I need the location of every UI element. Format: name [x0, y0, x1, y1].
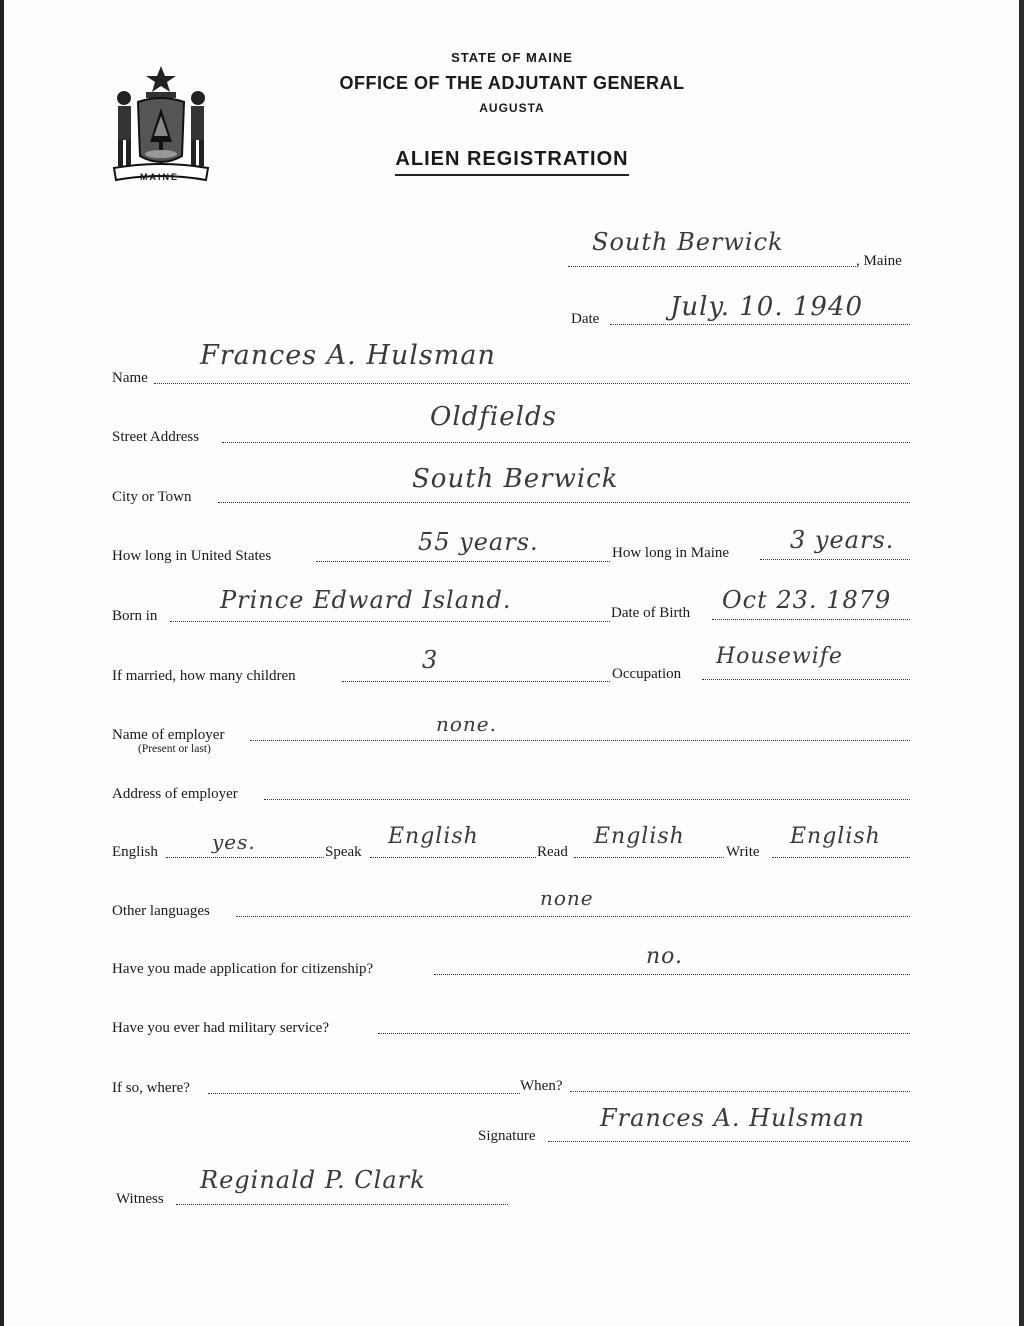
military-line	[378, 1033, 910, 1034]
witness-label: Witness	[116, 1191, 164, 1207]
signature-label: Signature	[478, 1128, 536, 1144]
employer-address-label: Address of employer	[112, 786, 238, 802]
witness-value: Reginald P. Clark	[200, 1166, 426, 1194]
employer-line	[250, 740, 910, 741]
speak-value: English	[388, 824, 479, 849]
where-line	[208, 1093, 520, 1094]
town-line	[568, 266, 856, 267]
employer-label: Name of employer	[112, 727, 225, 743]
name-line	[154, 383, 910, 384]
read-value: English	[594, 824, 685, 849]
dob-line	[712, 619, 910, 620]
children-value: 3	[422, 646, 439, 674]
born-in-value: Prince Edward Island.	[220, 586, 512, 614]
city-value: South Berwick	[412, 464, 619, 494]
military-label: Have you ever had military service?	[112, 1020, 329, 1036]
date-value: July. 10. 1940	[670, 292, 864, 322]
write-value: English	[790, 824, 881, 849]
name-label: Name	[112, 370, 148, 386]
date-line	[610, 324, 910, 325]
signature-value: Frances A. Hulsman	[600, 1104, 865, 1132]
town-value: South Berwick	[592, 228, 784, 256]
other-languages-label: Other languages	[112, 903, 210, 919]
seal-banner-text: MAINE	[140, 172, 179, 182]
name-value: Frances A. Hulsman	[200, 340, 496, 371]
how-long-us-value: 55 years.	[418, 528, 539, 556]
write-line	[772, 857, 910, 858]
write-label: Write	[726, 844, 760, 860]
when-label: When?	[520, 1078, 563, 1094]
employer-address-line	[264, 799, 910, 800]
city-label: City or Town	[112, 489, 192, 505]
read-label: Read	[537, 844, 568, 860]
city-heading: AUGUSTA	[479, 101, 545, 115]
born-in-label: Born in	[112, 608, 158, 624]
read-line	[574, 857, 724, 858]
when-line	[570, 1091, 910, 1092]
occupation-label: Occupation	[612, 666, 682, 682]
dob-value: Oct 23. 1879	[722, 586, 892, 614]
how-long-maine-label: How long in Maine	[612, 545, 730, 561]
city-line	[218, 502, 910, 503]
where-label: If so, where?	[112, 1080, 190, 1096]
other-languages-value: none	[540, 886, 594, 910]
occupation-line	[702, 679, 910, 680]
scan-edge-right	[1019, 0, 1024, 1326]
date-label: Date	[571, 311, 600, 327]
form-title-text: ALIEN REGISTRATION	[395, 148, 628, 176]
english-value: yes.	[212, 830, 256, 854]
scan-edge-left	[0, 0, 4, 1326]
witness-line	[176, 1204, 508, 1205]
employer-sublabel: (Present or last)	[138, 743, 211, 755]
signature-line	[548, 1141, 910, 1142]
other-languages-line	[236, 916, 910, 917]
how-long-maine-line	[760, 559, 910, 560]
born-in-line	[170, 621, 610, 622]
how-long-us-line	[316, 561, 610, 562]
how-long-maine-value: 3 years.	[790, 526, 895, 554]
citizenship-value: no.	[646, 944, 684, 969]
occupation-value: Housewife	[716, 644, 843, 669]
citizenship-line	[434, 974, 910, 975]
street-line	[222, 442, 910, 443]
english-label: English	[112, 844, 158, 860]
street-label: Street Address	[112, 429, 200, 445]
speak-line	[370, 857, 536, 858]
children-line	[342, 681, 610, 682]
speak-label: Speak	[325, 844, 362, 860]
form-title	[0, 148, 1024, 171]
employer-value: none.	[436, 712, 497, 736]
street-value: Oldfields	[430, 402, 557, 432]
state-heading: STATE OF MAINE	[451, 50, 573, 65]
dob-label: Date of Birth	[611, 605, 691, 621]
english-line	[166, 857, 324, 858]
office-heading: OFFICE OF THE ADJUTANT GENERAL	[339, 73, 685, 93]
how-long-us-label: How long in United States	[112, 548, 272, 564]
maine-label: , Maine	[856, 253, 902, 269]
children-label: If married, how many children	[112, 668, 296, 684]
citizenship-label: Have you made application for citizenship?	[112, 961, 374, 977]
